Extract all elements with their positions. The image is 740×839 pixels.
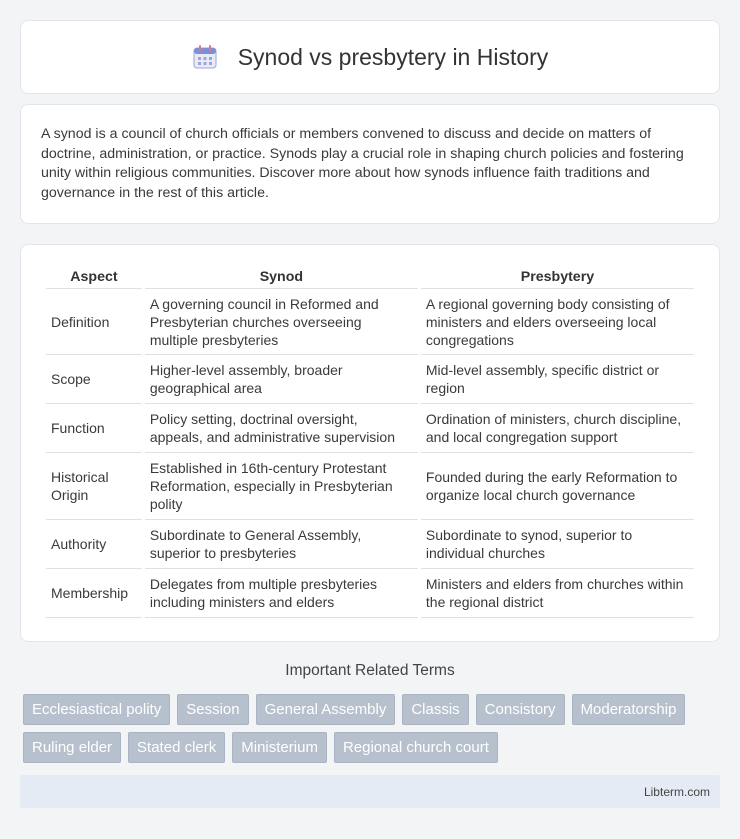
- related-term-tag[interactable]: Ecclesiastical polity: [23, 694, 170, 725]
- row-synod: Delegates from multiple presbyteries including ministers and elders: [145, 569, 418, 618]
- related-term-tag[interactable]: Stated clerk: [128, 732, 225, 763]
- comparison-table: [43, 265, 697, 618]
- footer: [20, 775, 720, 808]
- row-presbytery: Ordination of ministers, church discipline, and local congregation support: [421, 404, 694, 453]
- row-presbytery: A regional governing body consisting of ministers and elders overseeing local congregations: [421, 289, 694, 355]
- row-aspect: Definition: [46, 289, 142, 355]
- row-synod: Subordinate to General Assembly, superior to presbyteries: [145, 520, 418, 569]
- related-terms-list: [23, 694, 723, 770]
- related-term-tag[interactable]: Ministerium: [232, 732, 327, 763]
- header-aspect: Aspect: [46, 265, 142, 289]
- row-aspect: Authority: [46, 520, 142, 569]
- header-synod: Synod: [145, 265, 418, 289]
- table-row: [46, 355, 694, 404]
- row-aspect: Membership: [46, 569, 142, 618]
- row-synod: A governing council in Reformed and Presbyterian churches overseeing multiple presbyteries: [145, 289, 418, 355]
- row-presbytery: Mid-level assembly, specific district or region: [421, 355, 694, 404]
- table-row: [46, 520, 694, 569]
- table-row: [46, 453, 694, 520]
- related-term-tag[interactable]: Classis: [402, 694, 468, 725]
- related-term-tag[interactable]: Regional church court: [334, 732, 498, 763]
- intro-text: A synod is a council of church officials or members convened to discuss and decide on matters of doctrine, administration, or practice. Synods play a crucial role in shaping church policies and fostering unity within religious communities. Discover more about how synods influence faith traditions and governance in the rest of this article.: [41, 126, 684, 201]
- table-row: [46, 569, 694, 618]
- related-terms-title: Important Related Terms: [285, 662, 455, 679]
- table-header-row: [46, 265, 694, 289]
- calendar-icon: [192, 44, 218, 70]
- row-synod: Established in 16th-century Protestant Reformation, especially in Presbyterian polity: [145, 453, 418, 520]
- related-term-tag[interactable]: Moderatorship: [572, 694, 686, 725]
- table-row: [46, 289, 694, 355]
- header-card: [20, 20, 720, 94]
- row-presbytery: Ministers and elders from churches within the regional district: [421, 569, 694, 618]
- table-row: [46, 404, 694, 453]
- comparison-table-card: [20, 244, 720, 642]
- row-synod: Higher-level assembly, broader geographical area: [145, 355, 418, 404]
- related-term-tag[interactable]: Ruling elder: [23, 732, 121, 763]
- row-synod: Policy setting, doctrinal oversight, appeals, and administrative supervision: [145, 404, 418, 453]
- row-aspect: Historical Origin: [46, 453, 142, 520]
- intro-card: [20, 104, 720, 224]
- related-term-tag[interactable]: Consistory: [476, 694, 565, 725]
- row-aspect: Function: [46, 404, 142, 453]
- page-title: Synod vs presbytery in History: [237, 43, 549, 70]
- related-term-tag[interactable]: General Assembly: [256, 694, 396, 725]
- row-presbytery: Founded during the early Reformation to organize local church governance: [421, 453, 694, 520]
- row-presbytery: Subordinate to synod, superior to individual churches: [421, 520, 694, 569]
- row-aspect: Scope: [46, 355, 142, 404]
- footer-site-link[interactable]: Libterm.com: [643, 784, 710, 799]
- header-presbytery: Presbytery: [421, 265, 694, 289]
- related-term-tag[interactable]: Session: [177, 694, 248, 725]
